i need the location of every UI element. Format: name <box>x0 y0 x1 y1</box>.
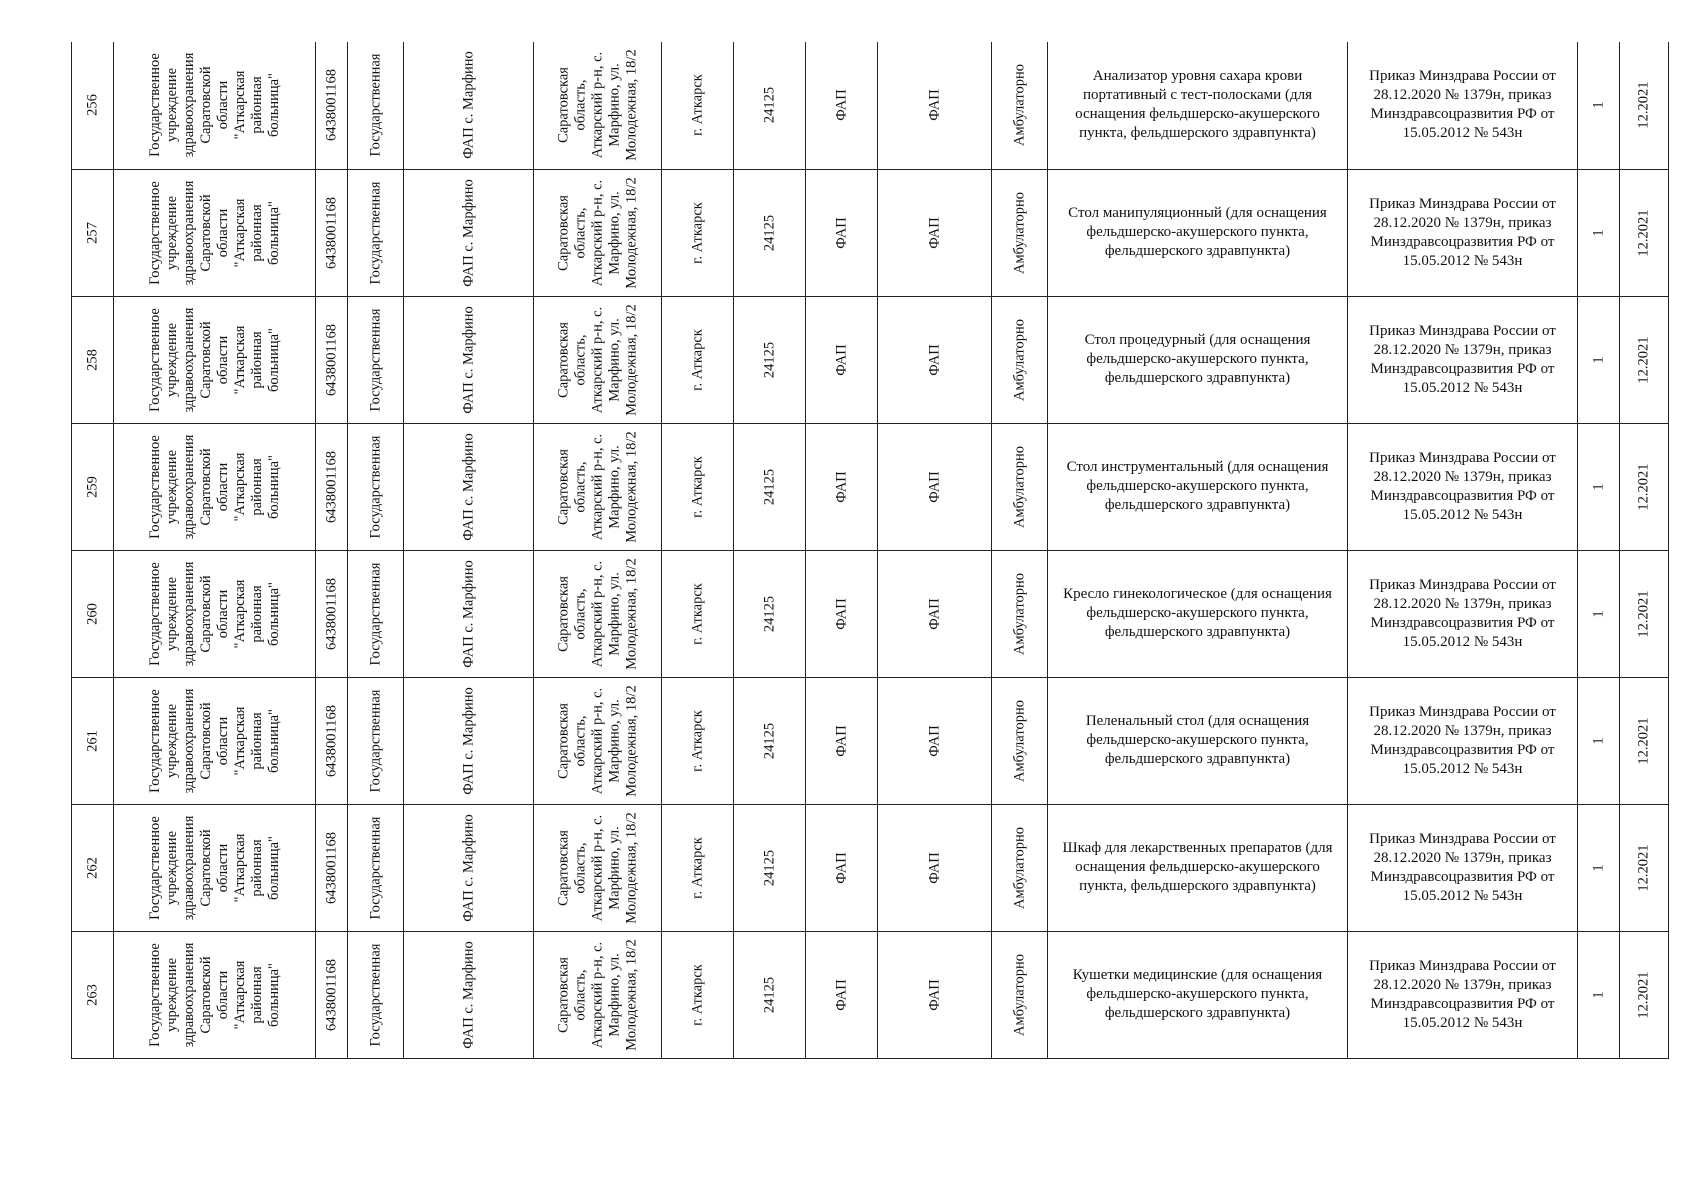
order-basis: Приказ Минздрава России от 28.12.2020 № 1379н, приказ Минздравсоцразвития РФ от 15.05.2012 № 543н <box>1348 550 1578 677</box>
ownership-type: Государственная <box>348 677 404 804</box>
row-number: 261 <box>72 677 114 804</box>
inn: 6438001168 <box>316 423 348 550</box>
point-name: ФАП с. Марфино <box>404 550 534 677</box>
city: г. Аткарск <box>662 42 734 169</box>
inn: 6438001168 <box>316 42 348 169</box>
quantity: 1 <box>1578 550 1620 677</box>
row-number: 260 <box>72 550 114 677</box>
unit-1: ФАП <box>806 423 878 550</box>
care-mode: Амбулаторно <box>992 42 1048 169</box>
unit-2: ФАП <box>878 296 992 423</box>
row-number: 259 <box>72 423 114 550</box>
deadline-date: 12.2021 <box>1620 677 1669 804</box>
inn: 6438001168 <box>316 169 348 296</box>
table-row <box>72 42 1669 169</box>
deadline-date: 12.2021 <box>1620 550 1669 677</box>
address: Саратовская область, Аткарский р-н, с. Марфино, ул. Молодежная, 18/2 <box>534 42 662 169</box>
code: 24125 <box>734 169 806 296</box>
equipment-table <box>71 42 1669 1059</box>
equipment-name: Пеленальный стол (для оснащения фельдшерско-акушерского пункта, фельдшерского здравпункта) <box>1048 677 1348 804</box>
inn: 6438001168 <box>316 550 348 677</box>
unit-1: ФАП <box>806 931 878 1058</box>
ownership-type: Государственная <box>348 296 404 423</box>
care-mode: Амбулаторно <box>992 550 1048 677</box>
unit-1: ФАП <box>806 550 878 677</box>
care-mode: Амбулаторно <box>992 296 1048 423</box>
equipment-name: Кресло гинекологическое (для оснащения фельдшерско-акушерского пункта, фельдшерского здравпункта) <box>1048 550 1348 677</box>
address: Саратовская область, Аткарский р-н, с. Марфино, ул. Молодежная, 18/2 <box>534 296 662 423</box>
row-number: 256 <box>72 42 114 169</box>
code: 24125 <box>734 296 806 423</box>
row-number: 263 <box>72 931 114 1058</box>
equipment-table-sheet <box>71 42 1668 1058</box>
unit-2: ФАП <box>878 42 992 169</box>
order-basis: Приказ Минздрава России от 28.12.2020 № 1379н, приказ Минздравсоцразвития РФ от 15.05.2012 № 543н <box>1348 296 1578 423</box>
unit-2: ФАП <box>878 169 992 296</box>
code: 24125 <box>734 804 806 931</box>
city: г. Аткарск <box>662 296 734 423</box>
table-row <box>72 804 1669 931</box>
point-name: ФАП с. Марфино <box>404 42 534 169</box>
equipment-name: Стол процедурный (для оснащения фельдшерско-акушерского пункта, фельдшерского здравпункта) <box>1048 296 1348 423</box>
organization-name: Государственное учреждение здравоохранения Саратовской области "Аткарская районная больница" <box>114 804 316 931</box>
unit-1: ФАП <box>806 42 878 169</box>
unit-2: ФАП <box>878 804 992 931</box>
organization-name: Государственное учреждение здравоохранения Саратовской области "Аткарская районная больница" <box>114 169 316 296</box>
inn: 6438001168 <box>316 677 348 804</box>
quantity: 1 <box>1578 677 1620 804</box>
row-number: 258 <box>72 296 114 423</box>
order-basis: Приказ Минздрава России от 28.12.2020 № 1379н, приказ Минздравсоцразвития РФ от 15.05.2012 № 543н <box>1348 804 1578 931</box>
address: Саратовская область, Аткарский р-н, с. Марфино, ул. Молодежная, 18/2 <box>534 931 662 1058</box>
equipment-name: Анализатор уровня сахара крови портативный с тест-полосками (для оснащения фельдшерско-акушерского пункта, фельдшерского здравпункта) <box>1048 42 1348 169</box>
code: 24125 <box>734 550 806 677</box>
point-name: ФАП с. Марфино <box>404 169 534 296</box>
deadline-date: 12.2021 <box>1620 42 1669 169</box>
address: Саратовская область, Аткарский р-н, с. Марфино, ул. Молодежная, 18/2 <box>534 423 662 550</box>
city: г. Аткарск <box>662 550 734 677</box>
organization-name: Государственное учреждение здравоохранения Саратовской области "Аткарская районная больница" <box>114 550 316 677</box>
code: 24125 <box>734 42 806 169</box>
care-mode: Амбулаторно <box>992 423 1048 550</box>
care-mode: Амбулаторно <box>992 169 1048 296</box>
unit-1: ФАП <box>806 169 878 296</box>
city: г. Аткарск <box>662 677 734 804</box>
unit-2: ФАП <box>878 677 992 804</box>
inn: 6438001168 <box>316 931 348 1058</box>
table-row <box>72 423 1669 550</box>
row-number: 262 <box>72 804 114 931</box>
organization-name: Государственное учреждение здравоохранения Саратовской области "Аткарская районная больница" <box>114 42 316 169</box>
deadline-date: 12.2021 <box>1620 804 1669 931</box>
address: Саратовская область, Аткарский р-н, с. Марфино, ул. Молодежная, 18/2 <box>534 677 662 804</box>
point-name: ФАП с. Марфино <box>404 931 534 1058</box>
code: 24125 <box>734 677 806 804</box>
organization-name: Государственное учреждение здравоохранения Саратовской области "Аткарская районная больница" <box>114 423 316 550</box>
unit-1: ФАП <box>806 804 878 931</box>
quantity: 1 <box>1578 169 1620 296</box>
point-name: ФАП с. Марфино <box>404 804 534 931</box>
quantity: 1 <box>1578 931 1620 1058</box>
unit-1: ФАП <box>806 677 878 804</box>
equipment-name: Стол манипуляционный (для оснащения фельдшерско-акушерского пункта, фельдшерского здравпункта) <box>1048 169 1348 296</box>
quantity: 1 <box>1578 42 1620 169</box>
unit-2: ФАП <box>878 423 992 550</box>
address: Саратовская область, Аткарский р-н, с. Марфино, ул. Молодежная, 18/2 <box>534 169 662 296</box>
city: г. Аткарск <box>662 804 734 931</box>
ownership-type: Государственная <box>348 42 404 169</box>
point-name: ФАП с. Марфино <box>404 296 534 423</box>
care-mode: Амбулаторно <box>992 677 1048 804</box>
table-row <box>72 296 1669 423</box>
unit-2: ФАП <box>878 550 992 677</box>
organization-name: Государственное учреждение здравоохранения Саратовской области "Аткарская районная больница" <box>114 677 316 804</box>
point-name: ФАП с. Марфино <box>404 423 534 550</box>
unit-1: ФАП <box>806 296 878 423</box>
inn: 6438001168 <box>316 296 348 423</box>
city: г. Аткарск <box>662 423 734 550</box>
ownership-type: Государственная <box>348 169 404 296</box>
deadline-date: 12.2021 <box>1620 931 1669 1058</box>
order-basis: Приказ Минздрава России от 28.12.2020 № 1379н, приказ Минздравсоцразвития РФ от 15.05.2012 № 543н <box>1348 931 1578 1058</box>
table-row <box>72 931 1669 1058</box>
address: Саратовская область, Аткарский р-н, с. Марфино, ул. Молодежная, 18/2 <box>534 550 662 677</box>
point-name: ФАП с. Марфино <box>404 677 534 804</box>
order-basis: Приказ Минздрава России от 28.12.2020 № 1379н, приказ Минздравсоцразвития РФ от 15.05.2012 № 543н <box>1348 677 1578 804</box>
equipment-name: Стол инструментальный (для оснащения фельдшерско-акушерского пункта, фельдшерского здравпункта) <box>1048 423 1348 550</box>
organization-name: Государственное учреждение здравоохранения Саратовской области "Аткарская районная больница" <box>114 296 316 423</box>
deadline-date: 12.2021 <box>1620 423 1669 550</box>
table-row <box>72 169 1669 296</box>
care-mode: Амбулаторно <box>992 931 1048 1058</box>
unit-2: ФАП <box>878 931 992 1058</box>
order-basis: Приказ Минздрава России от 28.12.2020 № 1379н, приказ Минздравсоцразвития РФ от 15.05.2012 № 543н <box>1348 42 1578 169</box>
code: 24125 <box>734 931 806 1058</box>
organization-name: Государственное учреждение здравоохранения Саратовской области "Аткарская районная больница" <box>114 931 316 1058</box>
ownership-type: Государственная <box>348 804 404 931</box>
ownership-type: Государственная <box>348 931 404 1058</box>
equipment-name: Шкаф для лекарственных препаратов (для оснащения фельдшерско-акушерского пункта, фельдшерского здравпункта) <box>1048 804 1348 931</box>
city: г. Аткарск <box>662 169 734 296</box>
quantity: 1 <box>1578 804 1620 931</box>
care-mode: Амбулаторно <box>992 804 1048 931</box>
table-row <box>72 550 1669 677</box>
table-row <box>72 677 1669 804</box>
row-number: 257 <box>72 169 114 296</box>
inn: 6438001168 <box>316 804 348 931</box>
order-basis: Приказ Минздрава России от 28.12.2020 № 1379н, приказ Минздравсоцразвития РФ от 15.05.2012 № 543н <box>1348 423 1578 550</box>
ownership-type: Государственная <box>348 550 404 677</box>
city: г. Аткарск <box>662 931 734 1058</box>
address: Саратовская область, Аткарский р-н, с. Марфино, ул. Молодежная, 18/2 <box>534 804 662 931</box>
deadline-date: 12.2021 <box>1620 296 1669 423</box>
code: 24125 <box>734 423 806 550</box>
quantity: 1 <box>1578 296 1620 423</box>
equipment-name: Кушетки медицинские (для оснащения фельдшерско-акушерского пункта, фельдшерского здравпункта) <box>1048 931 1348 1058</box>
quantity: 1 <box>1578 423 1620 550</box>
ownership-type: Государственная <box>348 423 404 550</box>
deadline-date: 12.2021 <box>1620 169 1669 296</box>
order-basis: Приказ Минздрава России от 28.12.2020 № 1379н, приказ Минздравсоцразвития РФ от 15.05.2012 № 543н <box>1348 169 1578 296</box>
